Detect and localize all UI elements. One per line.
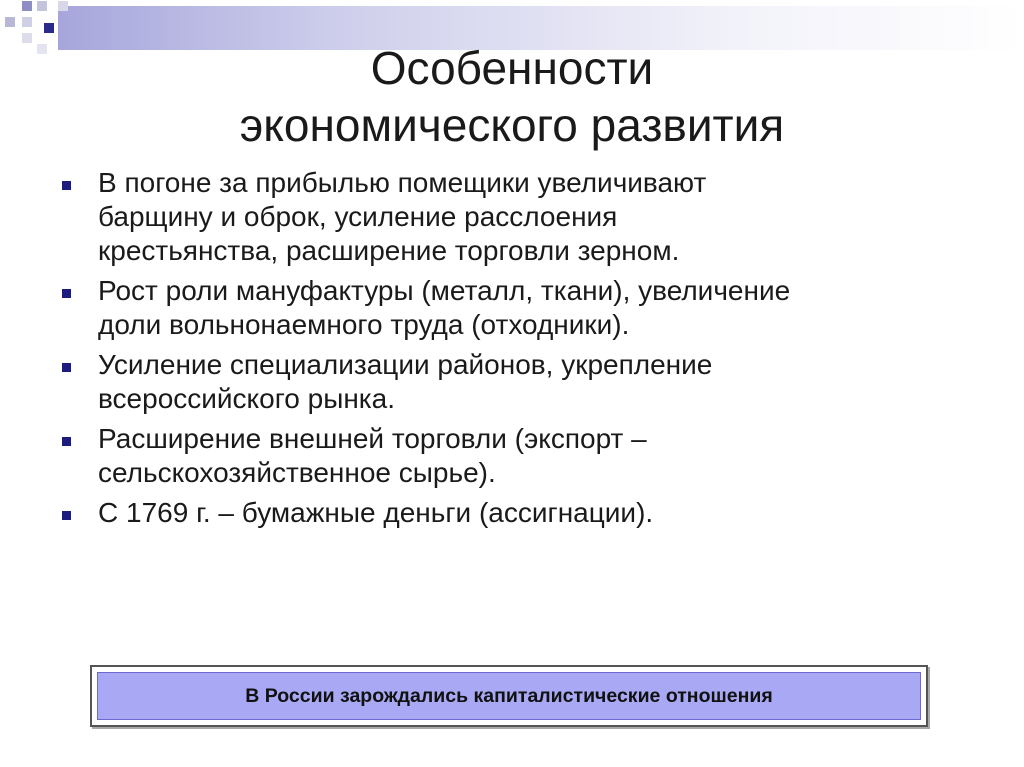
bullet-line: Рост роли мануфактуры (металл, ткани), увеличение bbox=[98, 275, 791, 306]
bullet-list bbox=[60, 166, 970, 536]
bullet-line: барщину и оброк, усиление расслоения bbox=[98, 201, 618, 232]
bullet-line: крестьянства, расширение торговли зерном. bbox=[98, 235, 680, 266]
bullet-line: С 1769 г. – бумажные деньги (ассигнации). bbox=[98, 497, 654, 528]
bullet-item bbox=[60, 496, 970, 530]
decor-square-accent bbox=[44, 23, 54, 33]
bullet-item bbox=[60, 422, 970, 490]
bullet-item bbox=[60, 274, 970, 342]
bullet-text bbox=[98, 166, 970, 268]
bullet-line: сельскохозяйственное сырье). bbox=[98, 457, 496, 488]
slide-title-line-1: Особенности bbox=[370, 42, 654, 94]
square-bullet-icon bbox=[62, 181, 71, 190]
decor-square bbox=[37, 1, 47, 11]
square-bullet-icon bbox=[62, 511, 71, 520]
conclusion-text: В России зарождались капиталистические отношения bbox=[245, 684, 773, 707]
bullet-text bbox=[98, 348, 970, 416]
decor-square bbox=[5, 17, 15, 27]
bullet-line: доли вольнонаемного труда (отходники). bbox=[98, 309, 630, 340]
bullet-item bbox=[60, 166, 970, 268]
bullet-line: В погоне за прибылью помещики увеличивают bbox=[98, 167, 707, 198]
square-bullet-icon bbox=[62, 363, 71, 372]
bullet-text bbox=[98, 496, 970, 530]
slide-title-line-2: экономического развития bbox=[239, 99, 785, 151]
bullet-item bbox=[60, 348, 970, 416]
decor-square bbox=[22, 1, 32, 11]
square-bullet-icon bbox=[62, 437, 71, 446]
slide-title bbox=[0, 40, 1024, 154]
conclusion-box bbox=[90, 665, 928, 727]
decor-square bbox=[22, 17, 32, 27]
bullet-line: всероссийского рынка. bbox=[98, 383, 396, 414]
conclusion-panel bbox=[97, 672, 921, 720]
square-bullet-icon bbox=[62, 289, 71, 298]
bullet-text bbox=[98, 422, 970, 490]
bullet-line: Расширение внешней торговли (экспорт – bbox=[98, 423, 647, 454]
bullet-text bbox=[98, 274, 970, 342]
bullet-line: Усиление специализации районов, укрепление bbox=[98, 349, 713, 380]
decor-square bbox=[58, 1, 68, 11]
